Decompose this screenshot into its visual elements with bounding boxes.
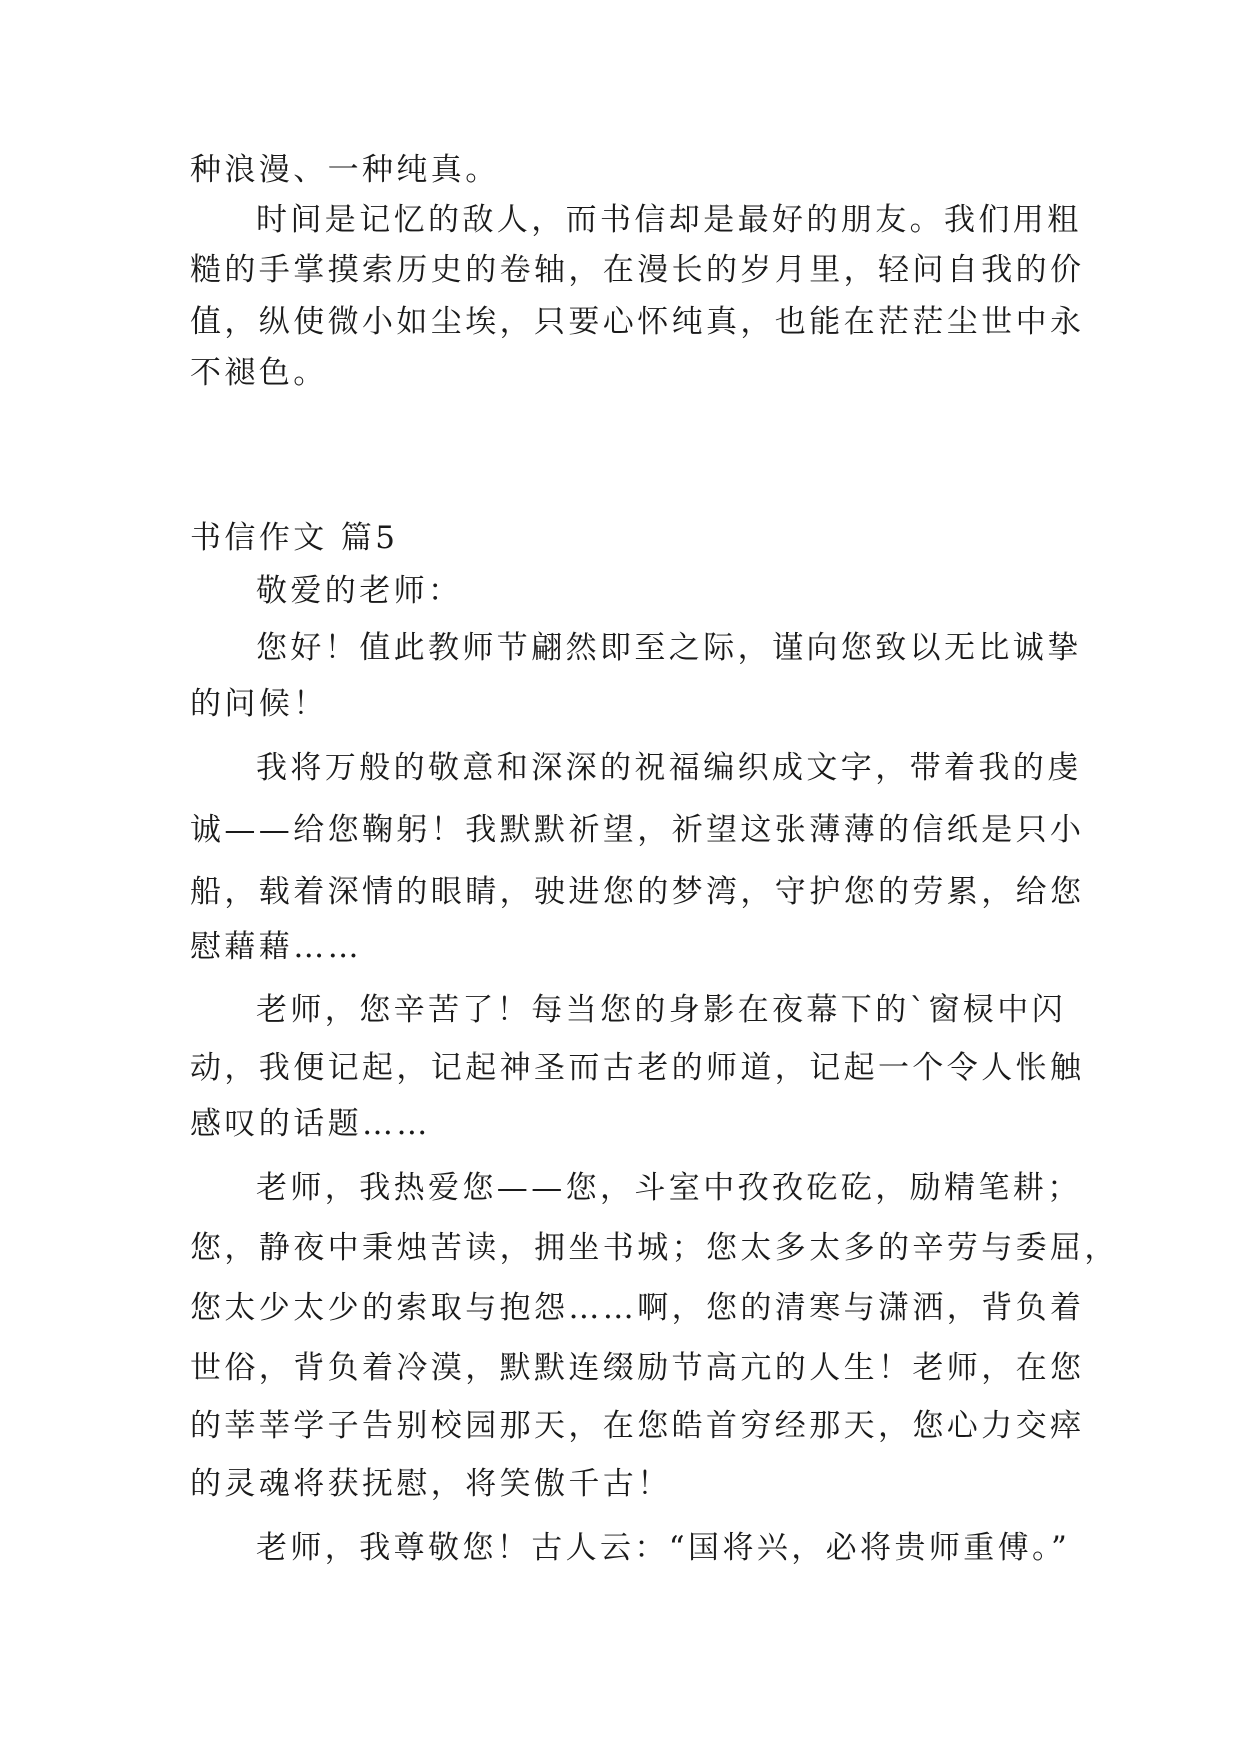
paragraph-line: 您，静夜中秉烛苦读，拥坐书城；您太多太多的辛劳与委屈，	[190, 1230, 1119, 1266]
letter-salutation: 敬爱的老师：	[256, 573, 463, 609]
paragraph-line: 老师，我热爱您——您，斗室中孜孜矻矻，励精笔耕；	[256, 1170, 1082, 1206]
paragraph-line: 您好！值此教师节翩然即至之际，谨向您致以无比诚挚	[256, 630, 1082, 666]
paragraph-line: 动，我便记起，记起神圣而古老的师道，记起一个令人怅触	[190, 1050, 1085, 1086]
paragraph-line: 世俗，背负着冷漠，默默连缀励节高亢的人生！老师，在您	[190, 1350, 1085, 1386]
paragraph-line: 船，载着深情的眼睛，驶进您的梦湾，守护您的劳累，给您	[190, 874, 1085, 910]
paragraph-line: 时间是记忆的敌人，而书信却是最好的朋友。我们用粗	[256, 202, 1082, 238]
paragraph-line: 不褪色。	[190, 355, 328, 391]
section-title: 书信作文 篇5	[190, 520, 399, 556]
paragraph-line: 的莘莘学子告别校园那天，在您皓首穷经那天，您心力交瘁	[190, 1408, 1085, 1444]
paragraph-line: 的灵魂将获抚慰，将笑傲千古！	[190, 1466, 672, 1502]
paragraph-line: 老师，我尊敬您！古人云：“国将兴，必将贵师重傅。”	[256, 1530, 1071, 1566]
paragraph-line: 我将万般的敬意和深深的祝福编织成文字，带着我的虔	[256, 750, 1082, 786]
paragraph-line: 您太少太少的索取与抱怨……啊，您的清寒与潇洒，背负着	[190, 1290, 1085, 1326]
paragraph-line: 诚——给您鞠躬！我默默祈望，祈望这张薄薄的信纸是只小	[190, 812, 1085, 848]
paragraph-line: 老师，您辛苦了！每当您的身影在夜幕下的`窗棂中闪	[256, 992, 1067, 1028]
paragraph-line: 慰藉藉……	[190, 929, 362, 965]
paragraph-line: 感叹的话题……	[190, 1106, 431, 1142]
paragraph-line: 的问候！	[190, 686, 328, 722]
paragraph-line: 值，纵使微小如尘埃，只要心怀纯真，也能在茫茫尘世中永	[190, 304, 1085, 340]
paragraph-line: 糙的手掌摸索历史的卷轴，在漫长的岁月里，轻问自我的价	[190, 252, 1085, 288]
paragraph-line: 种浪漫、一种纯真。	[190, 152, 500, 188]
